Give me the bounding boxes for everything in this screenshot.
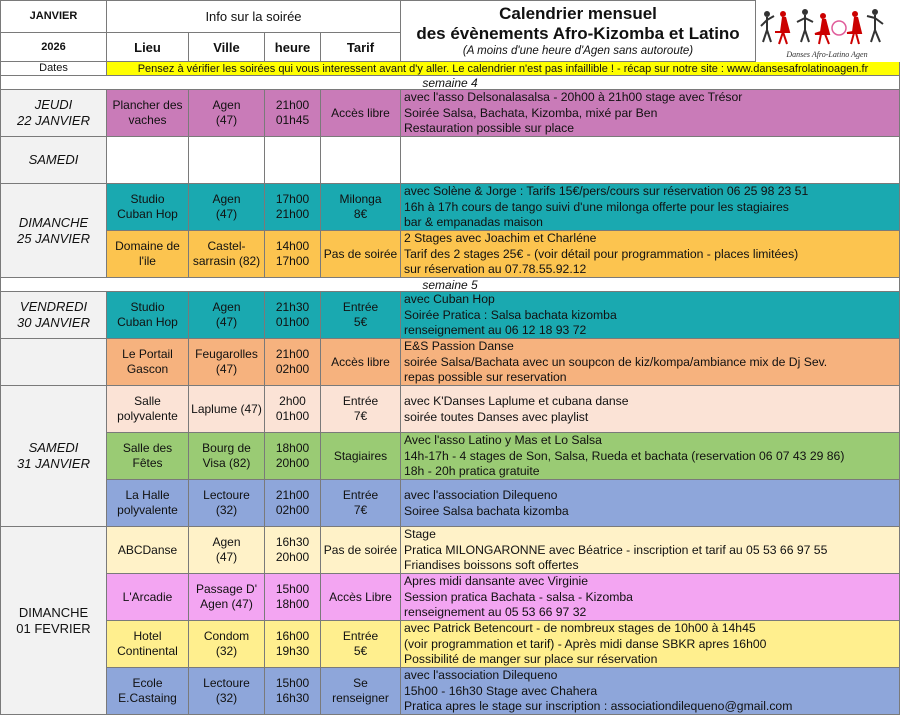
lieu-line: ABCDanse [117,542,178,557]
heure-line: 20h00 [275,550,310,564]
event-heure [265,480,321,527]
event-row-samedi [0,137,900,184]
week-label-5: semaine 5 [422,278,478,292]
event-details [401,480,900,527]
event-details [401,433,900,480]
event-lieu [107,574,189,621]
event-ville [189,433,265,480]
tarif-line: Pas de soirée [323,246,398,261]
event-heure [265,433,321,480]
heure-line: 17h00 [275,254,310,268]
event-details [401,668,900,715]
heure-line: 21h00 [275,488,310,502]
lieu-line: L'Arcadie [122,589,173,604]
lieu-line: polyvalente [117,409,178,423]
event-row-laplume [0,386,900,433]
detail-line: sur réservation au 07.78.55.92.12 [404,262,587,277]
tarif-line: Entrée [342,394,379,408]
detail-line: avec Solène & Jorge : Tarifs 15€/pers/cours sur réservation 06 25 98 23 51 [404,184,809,199]
event-tarif [321,433,401,480]
ville-line: Agen [212,300,241,314]
heure-line: 19h30 [275,644,310,658]
day-cell-samedi [0,137,107,184]
tarif-line: Accès Libre [329,589,392,604]
lieu-line: Hotel [133,629,162,643]
event-ville [189,90,265,137]
event-heure [265,574,321,621]
ville-line: Visa (82) [202,456,251,470]
heure-line: 18h00 [275,441,310,455]
ville-line: Lectoure [203,676,250,690]
heure-line: 01h00 [275,315,310,329]
heure-line: 21h00 [275,98,310,112]
detail-line: avec l'asso Delsonalasalsa - 20h00 à 21h00 stage avec Trésor [404,90,743,105]
tarif-line: renseigner [332,691,389,705]
detail-line: renseignement au 06 12 18 93 72 [404,323,587,338]
detail-line: Restauration possible sur place [404,121,575,136]
event-row-abcdanse [0,527,900,574]
heure-line: 15h00 [275,582,310,596]
event-row-ecole-castaing [0,668,900,715]
year-label: 2026 [0,33,107,62]
event-row-hotel-continental [0,621,900,668]
lieu-line: vaches [128,113,167,127]
detail-line: Tarif des 2 stages 25€ - (voir détail pour programmation - places limitées) [404,246,799,261]
lieu-line: Fêtes [132,456,163,470]
info-label: Info sur la soirée [107,0,401,33]
week-label-4: semaine 4 [422,76,478,90]
detail-line: soirée Salsa/Bachata avec un soupcon de kiz/kompa/ambiance mix de Dj Sev. [404,354,828,369]
heure-line: 01h45 [275,113,310,127]
tarif-line: Accès libre [331,354,390,369]
ville-line: (47) [215,550,238,564]
event-details [401,292,900,339]
ville-line: Lectoure [203,488,250,502]
heure-line: 18h00 [275,597,310,611]
lieu-line: polyvalente [117,503,178,517]
event-heure [265,386,321,433]
detail-line: avec l'association Dilequeno [404,668,558,683]
day-date: 25 JANVIER [17,230,90,246]
tarif-line: 5€ [353,315,368,329]
event-details [401,90,900,137]
event-heure [265,231,321,278]
detail-line: Pratica MILONGARONNE avec Béatrice - inscription et tarif au 05 53 66 97 55 [404,542,828,557]
tarif-line: Entrée [342,629,379,643]
col-tarif: Tarif [321,33,401,62]
lieu-line: Studio [130,300,165,314]
event-details [401,339,900,386]
detail-line: Soirée Salsa, Bachata, Kizomba, mixé par Ben [404,105,658,120]
day-name: DIMANCHE [18,214,89,230]
event-ville [189,621,265,668]
event-tarif [321,184,401,231]
event-heure [265,90,321,137]
event-tarif [321,480,401,527]
event-ville [189,574,265,621]
event-tarif [321,386,401,433]
detail-line: Stage [404,527,436,542]
heure-line: 15h00 [275,676,310,690]
detail-line: Session pratica Bachata - salsa - Kizomba [404,589,633,604]
event-row-jeudi [0,90,900,137]
dancers-logo-icon [757,2,898,62]
col-ville: Ville [189,33,265,62]
detail-line: 2 Stages avec Joachim et Charléne [404,231,597,246]
event-lieu [107,90,189,137]
tarif-line: 8€ [353,207,368,221]
heure-line: 21h00 [275,207,310,221]
event-row-la-halle [0,480,900,527]
lieu-line: Cuban Hop [117,207,178,221]
detail-line: Soirée Pratica : Salsa bachata kizomba [404,307,617,322]
ville-line: Bourg de [202,441,251,455]
detail-line: 18h - 20h pratica gratuite [404,464,540,479]
detail-line: E&S Passion Danse [404,339,514,354]
ville-line: Agen [212,192,241,206]
event-details [401,621,900,668]
ville-line: (47) [215,207,238,221]
day-date: 22 JANVIER [17,113,90,128]
ville-line: (47) [215,362,238,376]
event-details [401,527,900,574]
event-ville [189,386,265,433]
lieu-line: Gascon [126,362,169,376]
heure-line: 02h00 [275,362,310,376]
event-heure [265,184,321,231]
event-details [401,231,900,278]
ville-line: (32) [215,691,238,705]
detail-line: avec K'Danses Laplume et cubana danse [404,394,629,409]
day-name: JEUDI [34,97,73,112]
event-ville [189,231,265,278]
day-name: VENDREDI [19,299,88,314]
tarif-line: Entrée [342,488,379,502]
event-lieu [107,621,189,668]
event-lieu [107,668,189,715]
lieu-line: Salle des [122,441,173,455]
lieu-line: Cuban Hop [117,315,178,329]
week-row-5 [0,278,900,292]
heure-line: 21h00 [275,347,310,361]
warning-banner: Pensez à vérifier les soirées qui vous interessent avant d'y aller. Le calendrier n'est pas infaillible ! - récap sur notre site : www.dansesafrolatinoagen.fr [107,62,900,76]
empty-cell [189,137,265,184]
detail-line: repas possible sur reservation [404,370,567,385]
event-row-portail-gascon [0,339,900,386]
day-name: SAMEDI [28,152,79,167]
ville-line: Feugarolles [195,347,258,361]
event-tarif [321,231,401,278]
event-tarif [321,621,401,668]
day-date: 01 FEVRIER [16,620,91,636]
event-details [401,574,900,621]
event-row-studio-cuban-hop-25 [0,184,900,231]
ville-line: (47) [215,315,238,329]
lieu-line: Domaine de [115,239,180,253]
lieu-line: Le Portail [122,347,173,361]
detail-line: 14h-17h - 4 stages de Son, Salsa, Rueda et bachata (reservation 06 07 43 29 86) [404,448,845,463]
day-name: DIMANCHE [18,604,89,620]
day-date: 30 JANVIER [17,315,90,330]
event-lieu [107,527,189,574]
event-tarif [321,527,401,574]
tarif-line: Stagiaires [333,448,388,463]
event-heure [265,668,321,715]
ville-line: Castel- [207,239,246,253]
heure-line: 21h30 [275,300,310,314]
title-line-2: des évènements Afro-Kizomba et Latino [416,24,740,43]
heure-line: 14h00 [275,239,310,253]
empty-cell [265,137,321,184]
event-tarif [321,668,401,715]
detail-line: 15h00 - 16h30 Stage avec Chahera [404,683,598,698]
event-heure [265,292,321,339]
heure-line: 16h30 [275,691,310,705]
detail-line: avec l'association Dilequeno [404,488,558,503]
tarif-line: 7€ [353,409,368,423]
tarif-line: Entrée [342,300,379,314]
event-row-studio-cuban-hop-30 [0,292,900,339]
ville-line: Agen (47) [200,597,253,611]
detail-line: soirée toutes Danses avec playlist [404,409,589,424]
detail-line: (voir programmation et tarif) - Après midi danse SBKR apres 16h00 [404,636,767,651]
heure-line: 17h00 [275,192,310,206]
detail-line: Soiree Salsa bachata kizomba [404,503,569,518]
empty-cell [401,137,900,184]
dates-label: Dates [0,62,107,76]
lieu-line: La Halle [125,488,170,502]
logo-text: Danses Afro-Latino Agen [786,50,868,59]
day-name: SAMEDI [28,440,79,455]
lieu-line: l'ile [139,254,156,268]
event-tarif [321,90,401,137]
event-tarif [321,574,401,621]
ville-line: Passage D' [196,582,257,596]
day-cell-jeudi [0,90,107,137]
lieu-line: Studio [130,192,165,206]
heure-line: 01h00 [275,409,310,423]
event-ville [189,292,265,339]
detail-line: Pratica apres le stage sur inscription : associationdilequeno@gmail.com [404,699,793,714]
event-lieu [107,386,189,433]
detail-line: bar & empanadas maison [404,215,543,230]
ville-line: Laplume (47) [191,401,262,416]
detail-line: 16h à 17h cours de tango suivi d'une milonga offerte pour les stagiaires [404,199,789,214]
event-lieu [107,433,189,480]
heure-line: 02h00 [275,503,310,517]
event-row-domaine-ile [0,231,900,278]
lieu-line: Ecole [132,676,163,690]
title-line-3: (A moins d'une heure d'Agen sans autoroute) [462,45,694,57]
tarif-line: Accès libre [331,105,390,120]
heure-line: 20h00 [275,456,310,470]
tarif-line: 7€ [353,503,368,517]
event-row-bourg-de-visa [0,433,900,480]
event-heure [265,527,321,574]
ville-line: (32) [215,644,238,658]
ville-line: Agen [212,98,241,112]
event-ville [189,480,265,527]
event-lieu [107,231,189,278]
title-line-1: Calendrier mensuel [499,4,657,23]
lieu-line: Plancher des [112,98,183,112]
detail-line: Possibilité de manger sur place sur réservation [404,652,658,667]
lieu-line: E.Castaing [118,691,177,705]
event-lieu [107,292,189,339]
event-lieu [107,184,189,231]
tarif-line: Milonga [339,192,382,206]
event-ville [189,184,265,231]
event-ville [189,668,265,715]
heure-line: 2h00 [279,394,306,408]
event-row-arcadie [0,574,900,621]
event-lieu [107,480,189,527]
empty-cell [321,137,401,184]
event-tarif [321,292,401,339]
title-block [401,0,756,62]
month-label: JANVIER [0,0,107,33]
ville-line: Condom [203,629,250,643]
event-heure [265,339,321,386]
detail-line: renseignement au 05 53 66 97 32 [404,605,587,620]
empty-cell [107,137,189,184]
day-date: 31 JANVIER [17,456,90,471]
week-row-4 [0,76,900,90]
detail-line: Friandises boissons soft offertes [404,558,579,573]
event-details [401,386,900,433]
event-heure [265,621,321,668]
lieu-line: Continental [117,644,178,658]
event-ville [189,339,265,386]
detail-line: Avec l'asso Latino y Mas et Lo Salsa [404,433,602,448]
event-details [401,184,900,231]
tarif-line: 5€ [353,644,368,658]
detail-line: avec Patrick Betencourt - de nombreux stages de 10h00 à 14h45 [404,621,756,636]
banner-row [0,62,900,76]
lieu-line: Salle [134,394,161,408]
event-tarif [321,339,401,386]
ville-line: sarrasin (82) [192,254,261,268]
ville-line: (32) [215,503,238,517]
ville-line: Agen [212,535,241,549]
heure-line: 16h30 [275,535,310,549]
tarif-line: Se [353,676,368,690]
col-heure: heure [265,33,321,62]
tarif-line: Pas de soirée [323,542,398,557]
detail-line: Apres midi dansante avec Virginie [404,574,589,589]
event-ville [189,527,265,574]
col-lieu: Lieu [107,33,189,62]
heure-line: 16h00 [275,629,310,643]
event-lieu [107,339,189,386]
dancers-logo [757,2,898,62]
ville-line: (47) [215,113,238,127]
detail-line: avec Cuban Hop [404,292,495,307]
